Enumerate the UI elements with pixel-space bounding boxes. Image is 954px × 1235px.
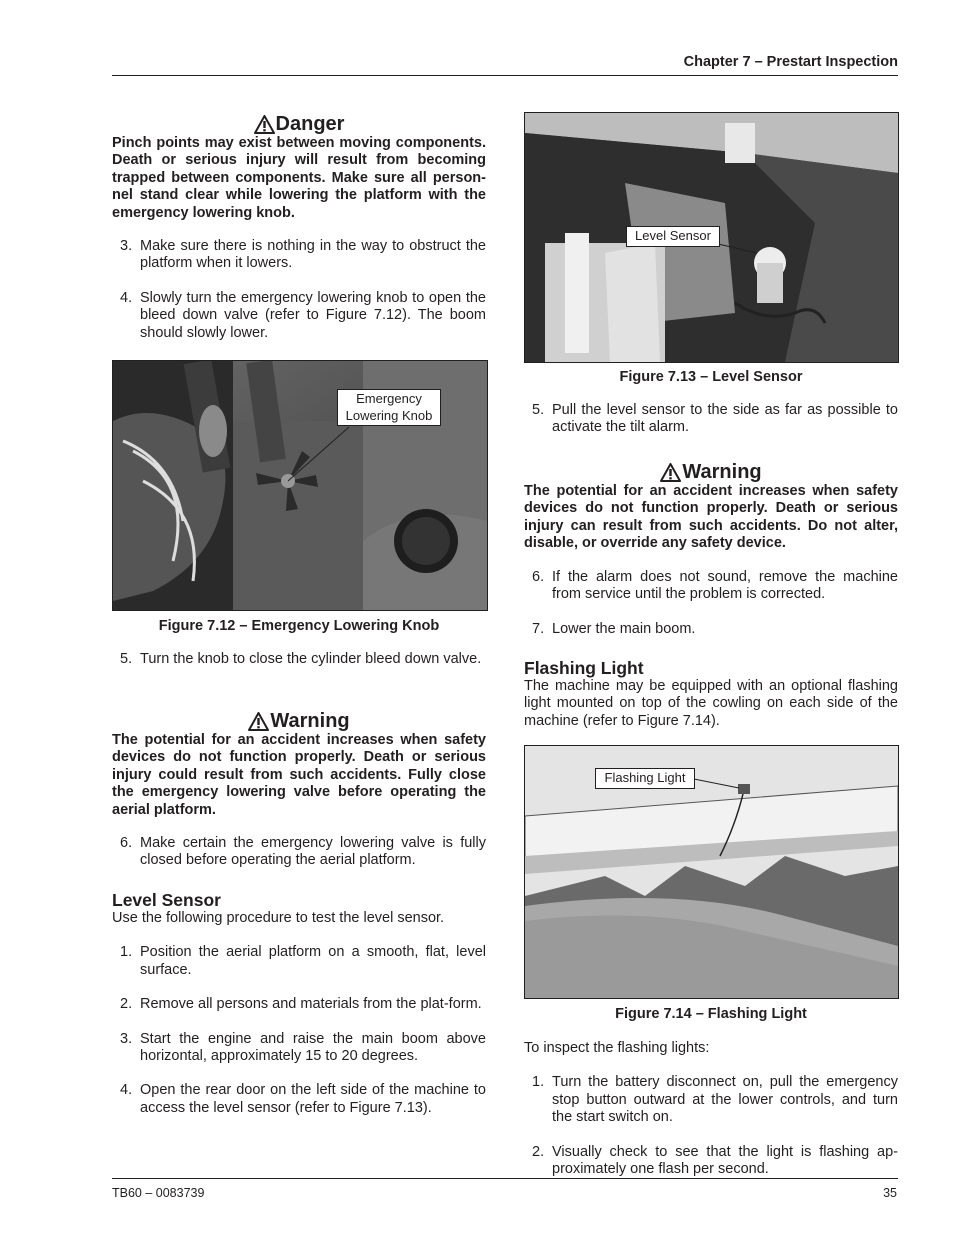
warning-triangle-icon (660, 463, 681, 482)
figure-7-14-callout: Flashing Light (595, 768, 695, 789)
list-item: 1. Position the aerial platform on a smooth, flat, level surface. (120, 944, 486, 978)
list-item: 1. Turn the battery disconnect on, pull the emergency stop button outward at the lower controls, and turn the start switch on. (532, 1074, 898, 1126)
steps-b-right (524, 569, 898, 638)
inspect-section (524, 1040, 898, 1178)
steps-b (112, 651, 486, 668)
warning-text: The potential for an accident increases when safety devices do not function properly. Death or serious injury can result from such accidents. Do not alter, disable, or override any safety device. (524, 483, 898, 552)
list-item: 2. Remove all persons and materials from the plat-form. (120, 996, 482, 1013)
section-heading: Flashing Light (524, 658, 644, 678)
danger-block (112, 113, 486, 222)
warning-title: Warning (112, 710, 486, 732)
warning-text: The potential for an accident increases when safety devices do not function properly. Death or serious injury could result from such accidents. Fully close the emergency lowering valve before operating the aerial platform. (112, 732, 486, 818)
list-item: 3. Make sure there is nothing in the way to obstruct the platform when it lowers. (120, 238, 486, 272)
warning-block-left (112, 710, 486, 819)
list-item: 4. Slowly turn the emergency lowering knob to open the bleed down valve (refer to Figure 7.12). The boom should slowly lower. (120, 289, 486, 341)
steps-a (112, 238, 486, 342)
warning-block-right (524, 461, 898, 553)
section-heading: Level Sensor (112, 890, 221, 910)
chapter-header: Chapter 7 – Prestart Inspection (683, 54, 898, 70)
list-item: 5. Pull the level sensor to the side as far as possible to activate the tilt alarm. (532, 402, 898, 436)
figure-7-13-callout: Level Sensor (626, 226, 720, 247)
steps-a-right (524, 402, 898, 437)
footer-doc-id: TB60 – 0083739 (112, 1186, 205, 1200)
inspect-intro: To inspect the flashing lights: (524, 1040, 710, 1056)
danger-text: Pinch points may exist between moving components. Death or serious injury will result from becoming trapped between components. Make sure all person-nel stand clear while lowering the platform with the emergency lowering knob. (112, 135, 486, 221)
section-intro: Use the following procedure to test the level sensor. (112, 910, 445, 926)
danger-title: Danger (112, 113, 486, 135)
section-intro: The machine may be equipped with an optional flashing light mounted on top of the cowling on each side of the machine (refer to Figure 7.14). (524, 678, 898, 729)
figure-7-12-callout: Emergency Lowering Knob (337, 389, 441, 426)
figure-7-14-photo (524, 745, 899, 999)
flashing-light-section (524, 658, 898, 730)
list-item: 6. If the alarm does not sound, remove the machine from service until the problem is corrected. (532, 569, 898, 603)
steps-c (112, 835, 486, 870)
warning-triangle-icon (248, 712, 269, 731)
warning-triangle-icon (254, 115, 275, 134)
warning-title: Warning (524, 461, 898, 483)
figure-7-13-caption: Figure 7.13 – Level Sensor (619, 369, 803, 385)
figure-7-12-caption: Figure 7.12 – Emergency Lowering Knob (158, 618, 440, 634)
list-item: 6. Make certain the emergency lowering valve is fully closed before operating the aerial platform. (120, 835, 486, 869)
list-item: 4. Open the rear door on the left side of the machine to access the level sensor (refer to Figure 7.13). (120, 1082, 486, 1116)
list-item: 2. Visually check to see that the light is flashing ap-proximately one flash per second. (532, 1143, 898, 1178)
footer-rule (112, 1178, 898, 1179)
level-sensor-section (112, 890, 486, 1117)
footer-page-number: 35 (883, 1186, 897, 1200)
figure-7-14-caption: Figure 7.14 – Flashing Light (615, 1006, 807, 1022)
list-item: 5. Turn the knob to close the cylinder bleed down valve. (120, 651, 482, 667)
list-item: 7. Lower the main boom. (532, 620, 696, 637)
header-rule (112, 75, 898, 76)
list-item: 3. Start the engine and raise the main boom above horizontal, approximately 15 to 20 degrees. (120, 1030, 486, 1065)
